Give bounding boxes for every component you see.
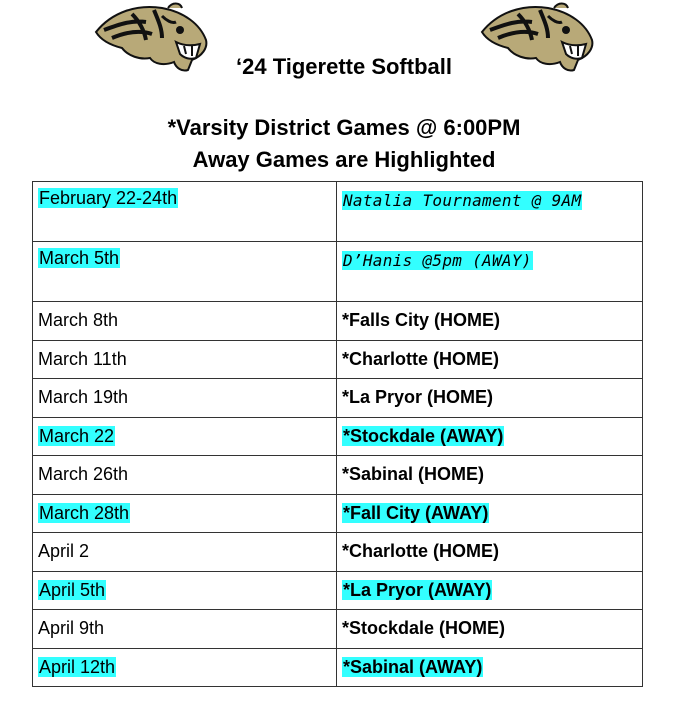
date-cell: [33, 379, 337, 418]
subtitle-district-games: *Varsity District Games @ 6:00PM: [167, 115, 521, 140]
event-cell: [337, 648, 643, 687]
event-cell: [337, 571, 643, 610]
event-text: *La Pryor (AWAY): [343, 579, 492, 600]
event-cell: [337, 494, 643, 533]
event-text: *Falls City (HOME): [342, 310, 501, 331]
date-cell: [33, 533, 337, 572]
event-cell: [337, 182, 643, 242]
date-text: March 19th: [38, 387, 129, 408]
event-text: *Fall City (AWAY): [343, 502, 489, 523]
date-cell: [33, 494, 337, 533]
date-text: April 12th: [39, 656, 116, 677]
event-cell: [337, 610, 643, 649]
event-text: Natalia Tournament @ 9AM: [343, 191, 582, 210]
table-row: [33, 242, 643, 302]
date-cell: [33, 456, 337, 495]
table-row: [33, 456, 643, 495]
date-text: April 9th: [38, 618, 105, 639]
event-text: *Stockdale (HOME): [342, 618, 506, 639]
date-cell: [33, 417, 337, 456]
event-text: *La Pryor (HOME): [342, 387, 494, 408]
event-cell: [337, 302, 643, 341]
date-text: April 2: [38, 541, 90, 562]
event-cell: [337, 417, 643, 456]
date-text: March 28th: [39, 502, 130, 523]
date-text: March 8th: [38, 310, 119, 331]
table-row: [33, 494, 643, 533]
event-text: *Sabinal (HOME): [342, 464, 485, 485]
event-text: D’Hanis @5pm (AWAY): [343, 251, 532, 270]
date-cell: [33, 302, 337, 341]
table-row: [33, 379, 643, 418]
table-row: [33, 340, 643, 379]
event-cell: [337, 379, 643, 418]
date-text: March 26th: [38, 464, 129, 485]
date-text: March 22: [39, 425, 115, 446]
table-row: [33, 610, 643, 649]
page-title: [0, 54, 688, 80]
event-cell: [337, 456, 643, 495]
date-text: March 11th: [38, 348, 127, 369]
page-title-text: ‘24 Tigerette Softball: [236, 54, 452, 79]
date-text: March 5th: [39, 248, 120, 268]
table-row: [33, 648, 643, 687]
date-text: April 5th: [39, 579, 106, 600]
event-cell: [337, 340, 643, 379]
event-text: *Charlotte (HOME): [342, 348, 499, 369]
event-text: *Charlotte (HOME): [342, 541, 499, 562]
table-row: [33, 571, 643, 610]
date-cell: [33, 610, 337, 649]
schedule-table: [32, 181, 643, 687]
date-cell: [33, 340, 337, 379]
date-cell: [33, 182, 337, 242]
event-cell: [337, 533, 643, 572]
table-row: [33, 182, 643, 242]
date-cell: [33, 571, 337, 610]
event-text: *Stockdale (AWAY): [343, 425, 504, 446]
date-cell: [33, 242, 337, 302]
date-cell: [33, 648, 337, 687]
subtitle-away-highlighted: Away Games are Highlighted: [192, 147, 496, 172]
date-text: February 22-24th: [39, 188, 178, 208]
event-cell: [337, 242, 643, 302]
table-row: [33, 533, 643, 572]
table-row: [33, 417, 643, 456]
table-row: [33, 302, 643, 341]
event-text: *Sabinal (AWAY): [343, 656, 483, 677]
